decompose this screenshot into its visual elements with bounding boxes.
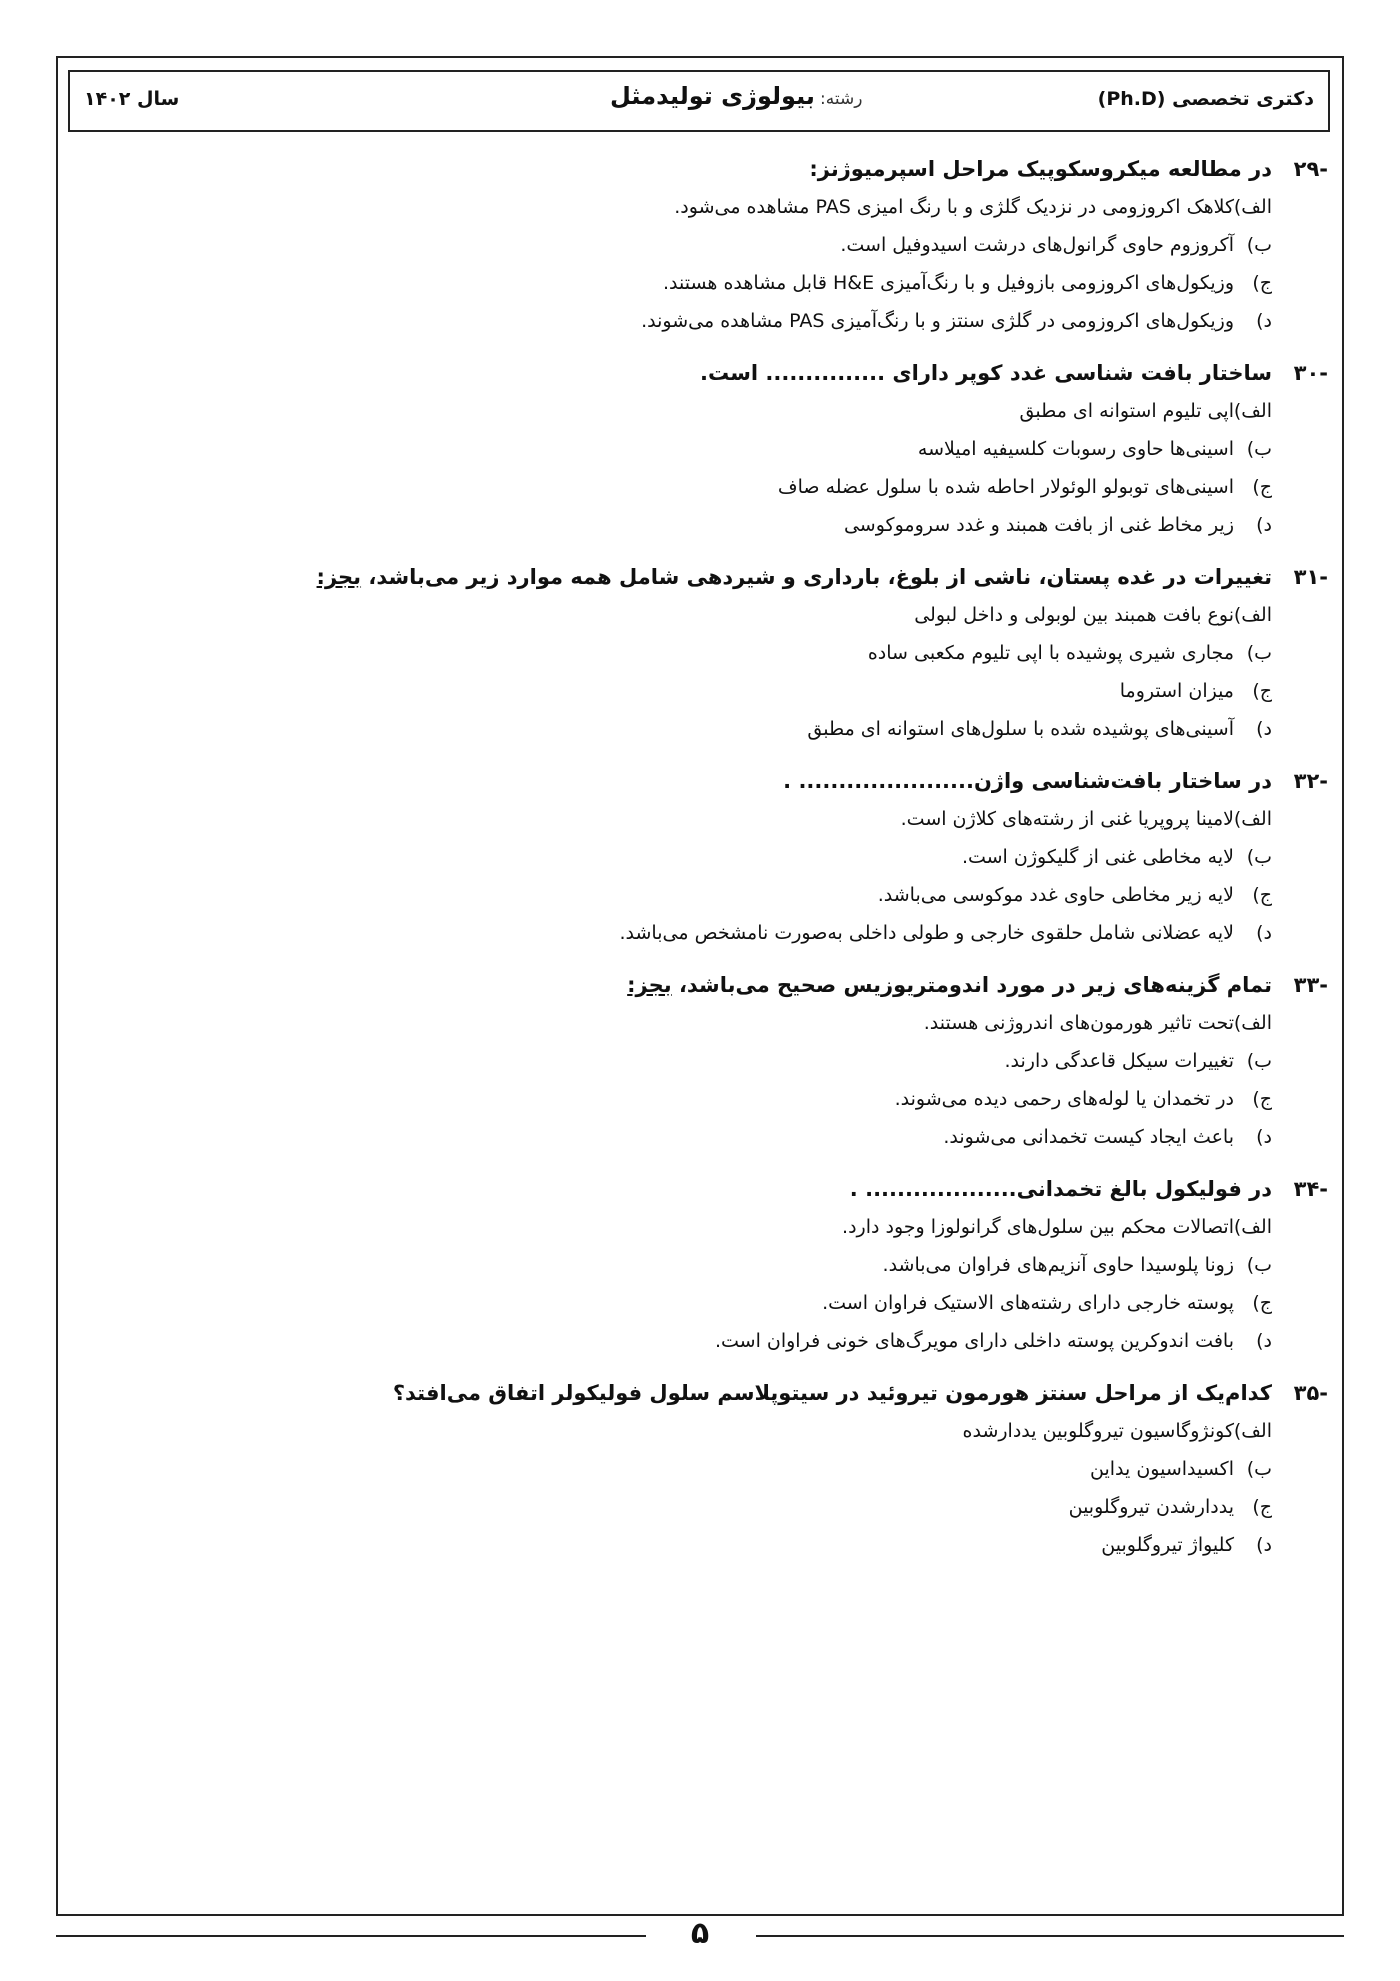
question-number: -۲۹ xyxy=(1293,157,1328,181)
question-list xyxy=(148,150,1328,1578)
option-label: د) xyxy=(1256,1534,1272,1556)
question-text: کدام‌یک از مراحل سنتز هورمون تیروئید در سیتوپلاسم سلول فولیکولر اتفاق می‌افتد؟ xyxy=(392,1381,1272,1405)
question-35 xyxy=(148,1374,1328,1564)
option xyxy=(148,1246,1272,1284)
option-label: ب) xyxy=(1246,1458,1272,1480)
option xyxy=(148,1450,1272,1488)
option-label: ب) xyxy=(1246,438,1272,460)
option xyxy=(148,710,1272,748)
option-text: باعث ایجاد کیست تخمدانی می‌شوند. xyxy=(943,1126,1234,1148)
field-value: بیولوژی تولیدمثل xyxy=(610,82,815,110)
option-label: الف) xyxy=(1233,1012,1272,1034)
option-text: پوسته خارجی دارای رشته‌های الاستیک فراوان است. xyxy=(822,1292,1234,1314)
option-text: کلاهک اکروزومی در نزدیک گلژی و با رنگ امیزی PAS مشاهده می‌شود. xyxy=(674,196,1234,218)
question-stem xyxy=(148,1374,1328,1412)
option-label: ج) xyxy=(1252,272,1272,294)
option xyxy=(148,506,1272,544)
question-31 xyxy=(148,558,1328,748)
option-text: زونا پلوسیدا حاوی آنزیم‌های فراوان می‌باشد. xyxy=(882,1254,1234,1276)
option xyxy=(148,1004,1272,1042)
option xyxy=(148,1322,1272,1360)
option-text: لایه مخاطی غنی از گلیکوژن است. xyxy=(961,846,1234,868)
question-34 xyxy=(148,1170,1328,1360)
option-text: کونژوگاسیون تیروگلوبین یددارشده xyxy=(962,1420,1234,1442)
option xyxy=(148,264,1272,302)
option-text: نوع بافت همبند بین لوبولی و داخل لبولی xyxy=(914,604,1234,626)
option xyxy=(148,838,1272,876)
option-label: ج) xyxy=(1252,680,1272,702)
question-text: در مطالعه میکروسکوپیک مراحل اسپرمیوژنز: xyxy=(809,157,1272,181)
question-number: -۳۴ xyxy=(1293,1177,1328,1201)
question-30 xyxy=(148,354,1328,544)
option-text: آسینی‌های پوشیده شده با سلول‌های استوانه ای مطبق xyxy=(807,718,1234,740)
option xyxy=(148,1118,1272,1156)
option-text: زیر مخاط غنی از بافت همبند و غدد سروموکوسی xyxy=(843,514,1234,536)
question-text: در فولیکول بالغ تخمدانی................... . xyxy=(849,1177,1272,1201)
question-exception-marker: بجز: xyxy=(627,973,672,997)
option-label: د) xyxy=(1256,1126,1272,1148)
option-label: الف) xyxy=(1233,808,1272,830)
option-text: اسینی‌های توبولو الوئولار احاطه شده با سلول عضله صاف xyxy=(777,476,1234,498)
question-exception-marker: بجز: xyxy=(316,565,362,589)
question-29 xyxy=(148,150,1328,340)
option xyxy=(148,1208,1272,1246)
option-label: ج) xyxy=(1252,1496,1272,1518)
option-text: وزیکول‌های اکروزومی بازوفیل و با رنگ‌آمیزی H&E قابل مشاهده هستند. xyxy=(662,272,1234,294)
degree-title: دکتری تخصصی (Ph.D) xyxy=(1097,88,1314,110)
option xyxy=(148,1488,1272,1526)
option xyxy=(148,672,1272,710)
option-label: د) xyxy=(1256,922,1272,944)
option xyxy=(148,302,1272,340)
question-number: -۳۰ xyxy=(1293,361,1328,385)
question-number: -۳۱ xyxy=(1293,565,1328,589)
question-stem xyxy=(148,354,1328,392)
option-text: میزان استروما xyxy=(1119,680,1234,702)
question-text-main: تغییرات در غده پستان، ناشی از بلوغ، بارداری و شیردهی شامل همه موارد زیر می‌باشد، xyxy=(361,565,1272,589)
option xyxy=(148,188,1272,226)
footer-divider-left xyxy=(56,1935,646,1937)
question-stem xyxy=(148,762,1328,800)
option xyxy=(148,634,1272,672)
option xyxy=(148,800,1272,838)
option-text: بافت اندوکرین پوسته داخلی دارای مویرگ‌های خونی فراوان است. xyxy=(714,1330,1234,1352)
option-label: د) xyxy=(1256,310,1272,332)
option-text: آکروزوم حاوی گرانول‌های درشت اسیدوفیل است. xyxy=(840,234,1234,256)
option-label: الف) xyxy=(1233,1420,1272,1442)
option xyxy=(148,1042,1272,1080)
option-label: ب) xyxy=(1246,1050,1272,1072)
option-text: اپی تلیوم استوانه ای مطبق xyxy=(1019,400,1234,422)
option xyxy=(148,1526,1272,1564)
option-label: د) xyxy=(1256,1330,1272,1352)
option-label: ب) xyxy=(1246,642,1272,664)
question-text: در ساختار بافت‌شناسی واژن...................... . xyxy=(783,769,1272,793)
option-text: لایه زیر مخاطی حاوی غدد موکوسی می‌باشد. xyxy=(877,884,1234,906)
option-label: ب) xyxy=(1246,234,1272,256)
option-label: ب) xyxy=(1246,1254,1272,1276)
option-label: الف) xyxy=(1233,604,1272,626)
question-33 xyxy=(148,966,1328,1156)
question-number: -۳۲ xyxy=(1293,769,1328,793)
option-text: تغییرات سیکل قاعدگی دارند. xyxy=(1004,1050,1234,1072)
option-text: یددارشدن تیروگلوبین xyxy=(1068,1496,1234,1518)
option-label: ج) xyxy=(1252,1088,1272,1110)
option-text: اتصالات محکم بین سلول‌های گرانولوزا وجود دارد. xyxy=(842,1216,1234,1238)
option-label: الف) xyxy=(1233,400,1272,422)
exam-year: سال ۱۴۰۲ xyxy=(84,88,180,110)
option-label: ج) xyxy=(1252,1292,1272,1314)
option xyxy=(148,1412,1272,1450)
option xyxy=(148,226,1272,264)
question-number: -۳۳ xyxy=(1293,973,1328,997)
question-stem xyxy=(148,150,1328,188)
question-text-main: تمام گزینه‌های زیر در مورد اندومتریوزیس صحیح می‌باشد، xyxy=(671,973,1272,997)
question-stem xyxy=(148,1170,1328,1208)
field-label: رشته: xyxy=(819,89,863,109)
question-number: -۳۵ xyxy=(1293,1381,1328,1405)
option xyxy=(148,430,1272,468)
option-label: ج) xyxy=(1252,476,1272,498)
option xyxy=(148,468,1272,506)
option-label: ج) xyxy=(1252,884,1272,906)
option-label: ب) xyxy=(1246,846,1272,868)
option-text: اکسیداسیون یداین xyxy=(1089,1458,1234,1480)
option xyxy=(148,1080,1272,1118)
option-label: د) xyxy=(1256,514,1272,536)
option xyxy=(148,596,1272,634)
option xyxy=(148,1284,1272,1322)
option-text: تحت تاثیر هورمون‌های اندروژنی هستند. xyxy=(923,1012,1234,1034)
option xyxy=(148,914,1272,952)
question-text xyxy=(317,558,1272,596)
option-text: لایه عضلانی شامل حلقوی خارجی و طولی داخلی به‌صورت نامشخص می‌باشد. xyxy=(619,922,1234,944)
field-of-study xyxy=(610,82,862,110)
option-text: لامینا پروپریا غنی از رشته‌های کلاژن است. xyxy=(900,808,1234,830)
exam-header xyxy=(68,70,1330,132)
option-text: مجاری شیری پوشیده با اپی تلیوم مکعبی ساده xyxy=(867,642,1234,664)
question-32 xyxy=(148,762,1328,952)
option-text: وزیکول‌های اکروزومی در گلژی سنتز و با رنگ‌آمیزی PAS مشاهده می‌شوند. xyxy=(641,310,1234,332)
option-text: کلیواژ تیروگلوبین xyxy=(1101,1534,1234,1556)
question-text: ساختار بافت شناسی غدد کوپر دارای ............... است. xyxy=(700,361,1272,385)
option-text: اسینی‌ها حاوی رسوبات کلسیفیه امیلاسه xyxy=(917,438,1234,460)
page-number: ۵ xyxy=(690,1916,710,1951)
question-text xyxy=(627,966,1272,1004)
option-text: در تخمدان یا لوله‌های رحمی دیده می‌شوند. xyxy=(894,1088,1234,1110)
option-label: الف) xyxy=(1233,1216,1272,1238)
option-label: د) xyxy=(1256,718,1272,740)
option-label: الف) xyxy=(1233,196,1272,218)
question-stem xyxy=(148,966,1328,1004)
option xyxy=(148,392,1272,430)
footer-divider-right xyxy=(756,1935,1344,1937)
option xyxy=(148,876,1272,914)
question-stem xyxy=(148,558,1328,596)
